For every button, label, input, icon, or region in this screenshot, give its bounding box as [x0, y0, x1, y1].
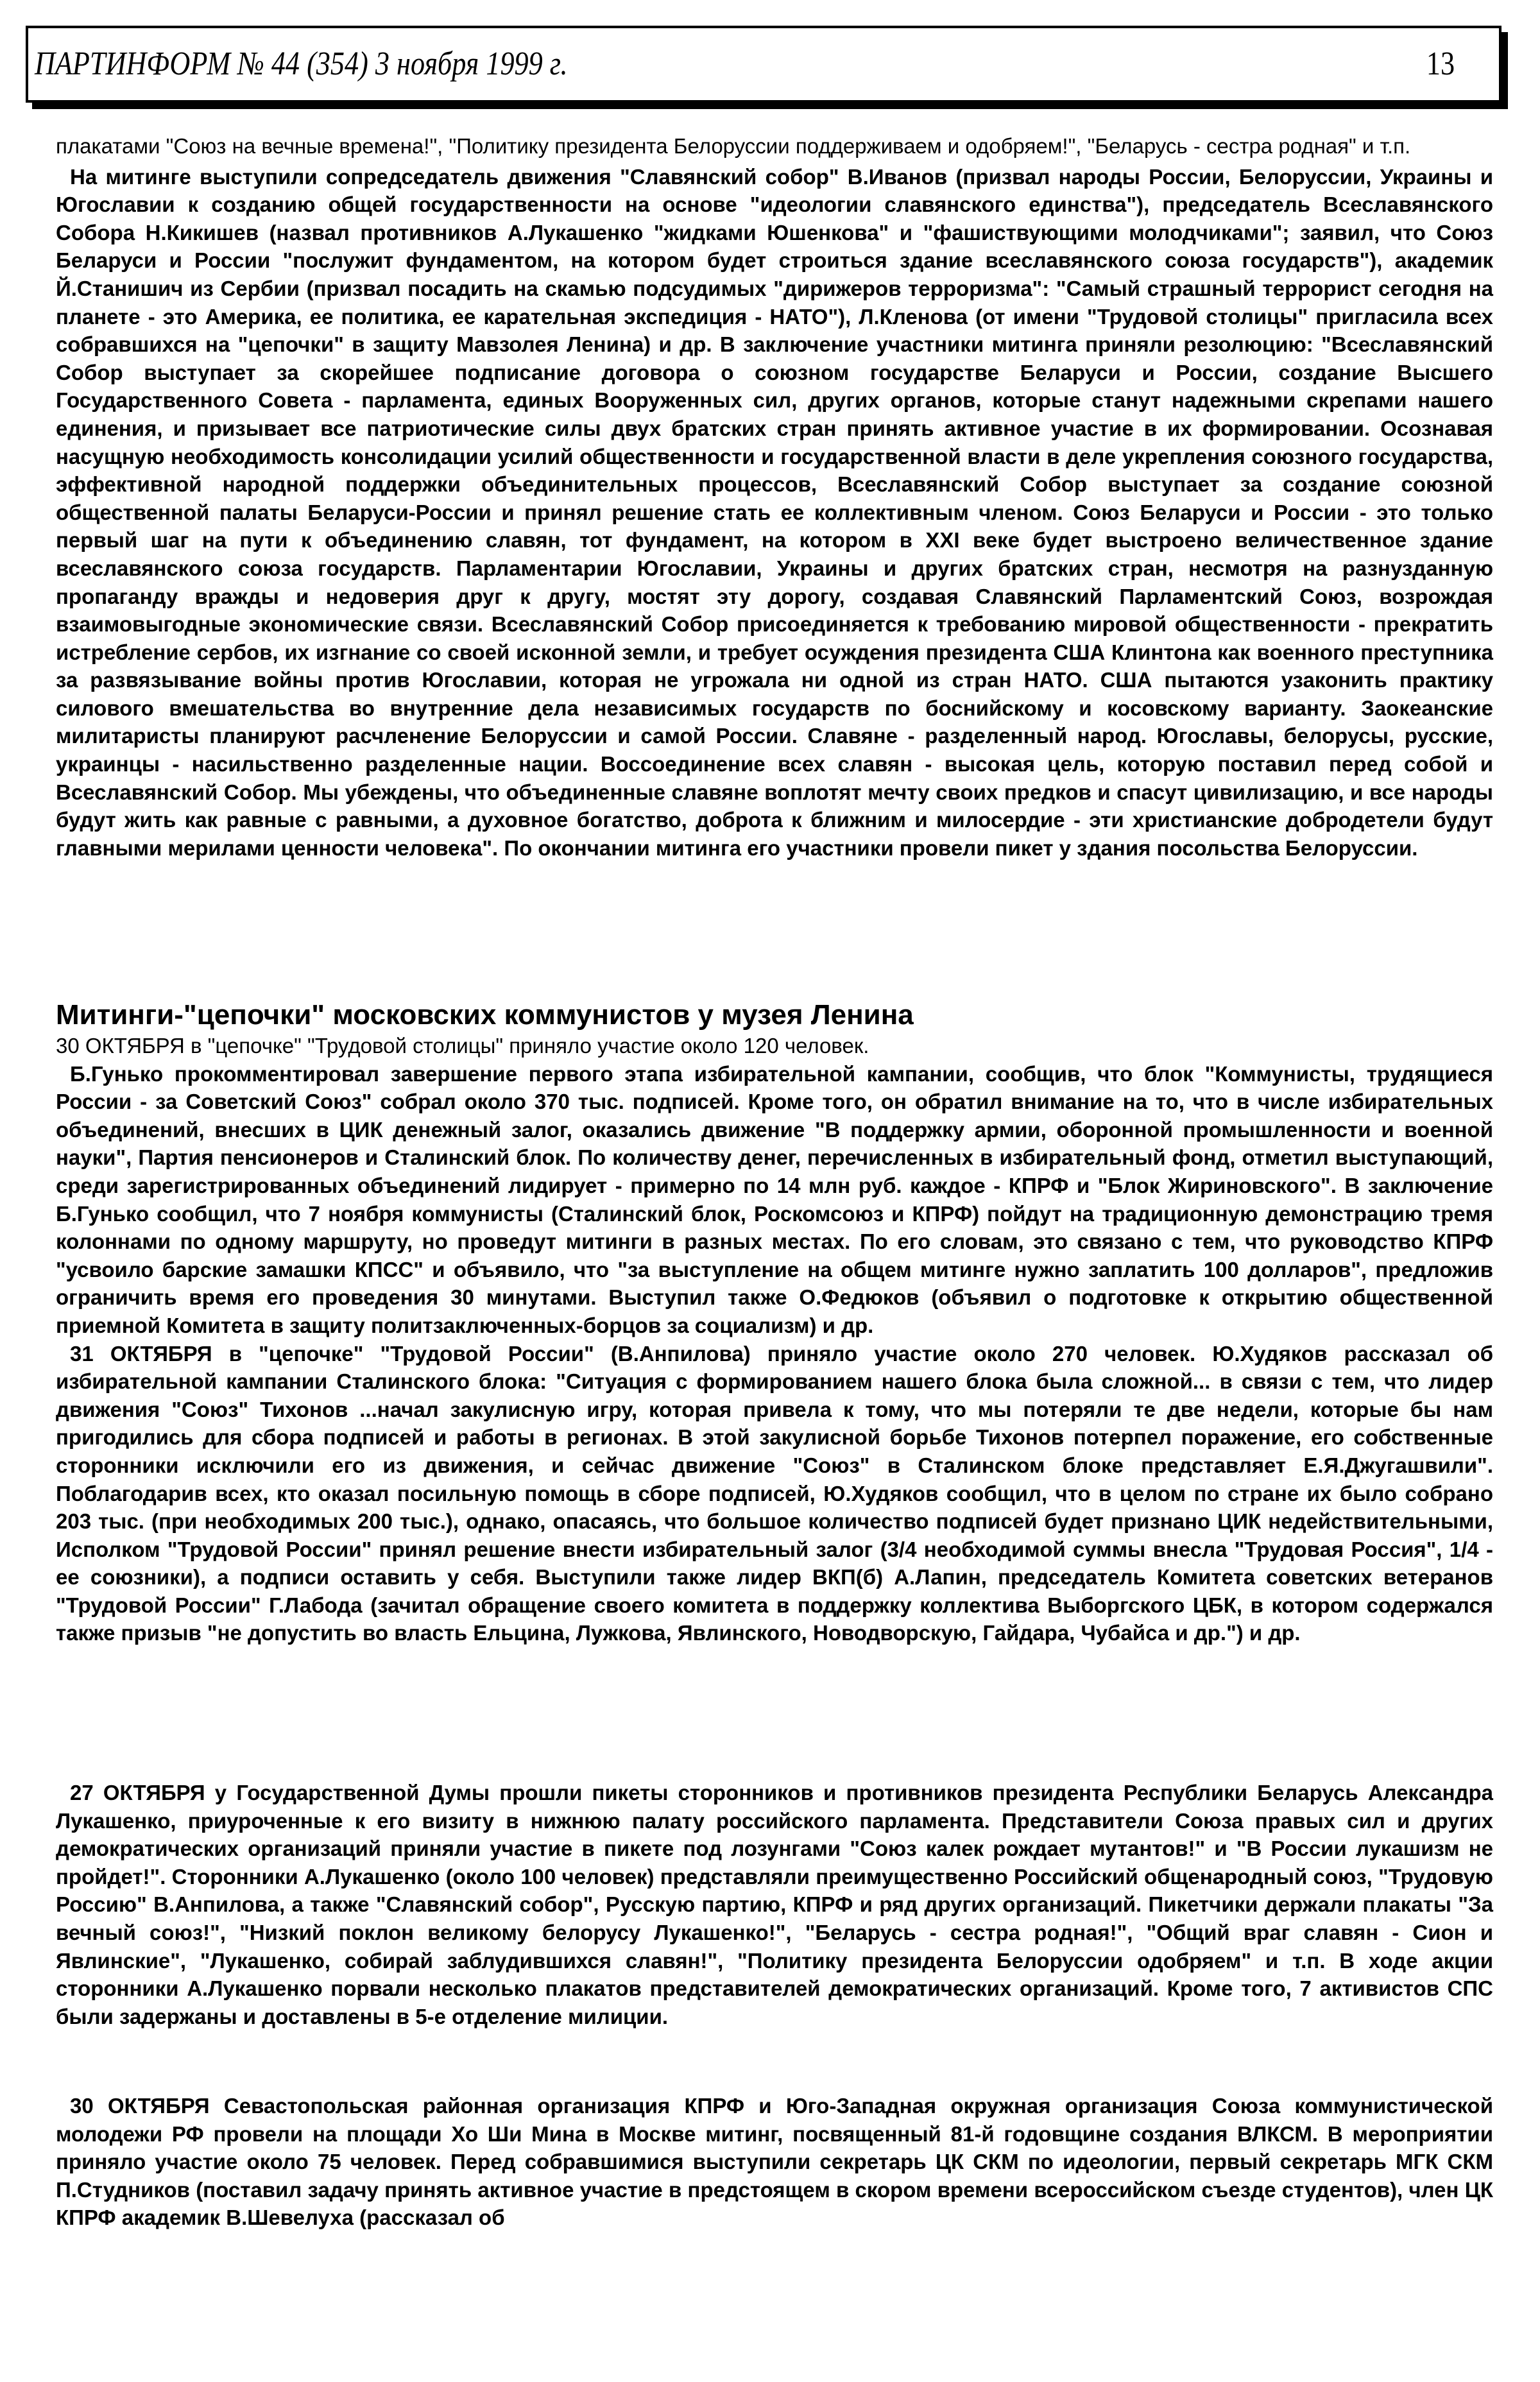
paragraph-oct31-chain: 31 ОКТЯБРЯ в "цепочке" "Трудовой России" (В.Анпилова) приняло участие около 270 человек. Ю.Худяков рассказал об избирательной кампании Сталинского блока: "Ситуация с формированием нашего блока была сложной... в связи с тем, что лидер движения "Союз" Тихонов ...начал закулисную игру, которая привела к тому, что мы потеряли те две недели, которые бы нам пригодились для сбора подписей и работы в регионах. В этой закулисной борьбе Тихонов потерпел поражение, его собственные сторонники исключили его из движения, и сейчас движение "Союз" в Сталинском блоке представляет Е.Я.Джугашвили". Поблагодарив всех, кто оказал посильную помощь в сборе подписей, Ю.Худяков сообщил, что в целом по стране их было собрано 203 тыс. (при необходимых 200 тыс.), однако, опасаясь, что большое количество подписей будет признано ЦИК недействительными, Исполком "Трудовой России" принял решение внести избирательный залог (3/4 необходимой суммы внесла "Трудовая Россия", 1/4 - ее союзники), а подписи оставить у себя. Выступили также лидер ВКП(б) А.Лапин, председатель Комитета советских ветеранов "Трудовой России" Г.Лабода (зачитал обращение своего комитета в поддержку коллектива Выборгского ЦБК, в котором содержался также призыв "не допустить во власть Ельцина, Лужкова, Явлинского, Новодворскую, Гайдара, Чубайса и др.") и др. [56, 1341, 1493, 1645]
paragraph-oct27-pickets: 27 ОКТЯБРЯ у Государственной Думы прошли пикеты сторонников и противников президента Республики Беларусь Александра Лукашенко, приуроченные к его визиту в нижнюю палату российского парламента. Представители Союза правых сил и других демократических организаций приняли участие в пикете под лозунгами "Союз калек рождает мутантов!" и "В России лукашизм не пройдет!". Сторонники А.Лукашенко (около 100 человек) представляли преимущественно Российский общенародный союз, "Трудовую Россию" В.Анпилова, а также "Славянский собор", Русскую партию, КПРФ и ряд других организаций. Пикетчики держали плакаты "За вечный союз!", "Низкий поклон великому белорусу Лукашенко!", "Беларусь - сестра родная!", "Общий враг славян - Сион и Явлинские", "Лукашенко, собирай заблудившихся славян!", "Политику президента Белоруссии одобряем" и т.п. В ходе акции сторонники А.Лукашенко порвали несколько плакатов представителей демократических организаций. Кроме того, 7 активистов СПС были задержаны и доставлены в 5-е отделение милиции. [56, 1781, 1493, 2028]
section-heading: Митинги-"цепочки" московских коммунистов у музея Ленина [56, 999, 914, 1031]
paragraph-gunko: Б.Гунько прокомментировал завершение первого этапа избирательной кампании, сообщив, что блок "Коммунисты, трудящиеся России - за Советский Союз" собрал около 370 тыс. подписей. Кроме того, он обратил внимание на то, что в числе избирательных объединений, внесших в ЦИК денежный залог, оказались движение "В поддержку армии, оборонной промышленности и военной науки", Партия пенсионеров и Сталинский блок. По количеству денег, перечисленных в избирательный фонд, отметил выступающий, среди зарегистрированных объединений лидирует - примерно по 14 млн руб. каждое - КПРФ и "Блок Жириновского". В заключение Б.Гунько сообщил, что 7 ноября коммунисты (Сталинский блок, Роскомсоюз и КПРФ) пойдут на традиционную демонстрацию тремя колоннами по одному маршруту, но проведут митинги в разных местах. По его словам, это связано с тем, что руководство КПРФ "усвоило барские замашки КПСС" и объявило, что "за выступление на общем митинге нужно заплатить 100 долларов", предложив ограничить время его проведения 30 минутами. Выступил также О.Федюков (объявил о подготовке к открытию общественной приемной Комитета в защиту политзаключенных-борцов за социализм) и др. [56, 1061, 1493, 1337]
paragraph-oct30-chain: 30 ОКТЯБРЯ в "цепочке" "Трудовой столицы" приняло участие около 120 человек. [56, 1034, 869, 1058]
publication-title: ПАРТИНФОРМ № 44 (354) 3 ноября 1999 г. [35, 46, 568, 82]
page-number: 13 [1426, 46, 1455, 82]
section-oct30-vlksm [56, 2092, 1493, 2232]
section-oct27 [56, 1779, 1493, 2030]
article-body [56, 132, 1493, 862]
paragraph-rally-speakers: На митинге выступили сопредседатель движения "Славянский собор" В.Иванов (призвал народы России, Белоруссии, Украины и Югославии к созданию общей государственности на основе "идеологии славянского единства"), председатель Всеславянского Собора Н.Кикишев (назвал противников А.Лукашенко "жидками Юшенкова" и "фашиствующими молодчиками"; заявил, что Союз Беларуси и России "послужит фундаментом, на котором будет строиться здание всеславянского союза государств"), академик Й.Станишич из Сербии (призвал посадить на скамью подсудимых "дирижеров терроризма": "Самый страшный террорист сегодня на планете - это Америка, ее политика, ее карательная экспедиция - НАТО"), Л.Кленова (от имени "Трудовой столицы" пригласила всех собравшихся на "цепочки" в защиту Мавзолея Ленина) и др. В заключение участники митинга приняли резолюцию: "Всеславянский Собор выступает за скорейшее подписание договора о союзном государстве Беларуси и России, создание Высшего Государственного Совета - парламента, единых Вооруженных сил, других органов, которые станут надежными скрепами нашего единения, и призывает все патриотические силы двух братских стран принять активное участие в их формировании. Осознавая насущную необходимость консолидации усилий общественности и государственной власти в деле укрепления союзного государства, эффективной народной поддержки объединительных процессов, Всеславянский Собор выступает за создание союзной общественной палаты Беларуси-России и принял решение стать ее коллективным членом. Союз Беларуси и России - это только первый шаг на пути к объединению славян, тот фундамент, на котором в XXI веке будет выстроено величественное здание всеславянского союза государств. Парламентарии Югославии, Украины и других братских стран, несмотря на разнузданную пропаганду вражды и недоверия друг к другу, мостят эту дорогу, создавая Славянский Парламентский Союз, возрождая взаимовыгодные экономические связи. Всеславянский Собор присоединяется к требованию мировой общественности - прекратить истребление сербов, их изгнание со своей исконной земли, и требует осуждения президента США Клинтона как военного преступника за развязывание войны против Югославии, которая не угрожала ни одной из стран НАТО. США пытаются узаконить практику силового вмешательства во внутренние дела независимых государств по боснийскому и косовскому варианту. Заокеанские милитаристы планируют расчленение Белоруссии и самой России. Славяне - разделенный народ. Югославы, белорусы, русские, украинцы - насильственно разделенные нации. Воссоединение всех славян - высокая цель, которую поставил перед собой и Всеславянский Собор. Мы убеждены, что объединенные славяне воплотят мечту своих предков и спасут цивилизацию, и все народы будут жить как равные с равными, а духовное богатство, доброта к ближним и милосердие - эти христианские добродетели будут главными мерилами ценности человека". По окончании митинга его участники провели пикет у здания посольства Белоруссии. [56, 164, 1493, 860]
paragraph-slogans: плакатами "Союз на вечные времена!", "Политику президента Белоруссии поддерживаем и одобряем!", "Беларусь - сестра родная" и т.п. [56, 134, 1411, 158]
page-header [26, 26, 1502, 103]
section-lenin-museum [56, 998, 1493, 1647]
paragraph-oct30-rally: 30 ОКТЯБРЯ Севастопольская районная организация КПРФ и Юго-Западная окружная организация Союза коммунистической молодежи РФ провели на площади Хо Ши Мина в Москве митинг, посвященный 81-й годовщине создания ВЛКСМ. В мероприятии приняло участие около 75 человек. Перед собравшимися выступили секретарь ЦК СКМ по идеологии, первый секретарь МГК СКМ П.Студников (поставил задачу принять активное участие в предстоящем в скором времени всероссийском съезде студентов), член ЦК КПРФ академик В.Шевелуха (рассказал об [56, 2094, 1493, 2230]
